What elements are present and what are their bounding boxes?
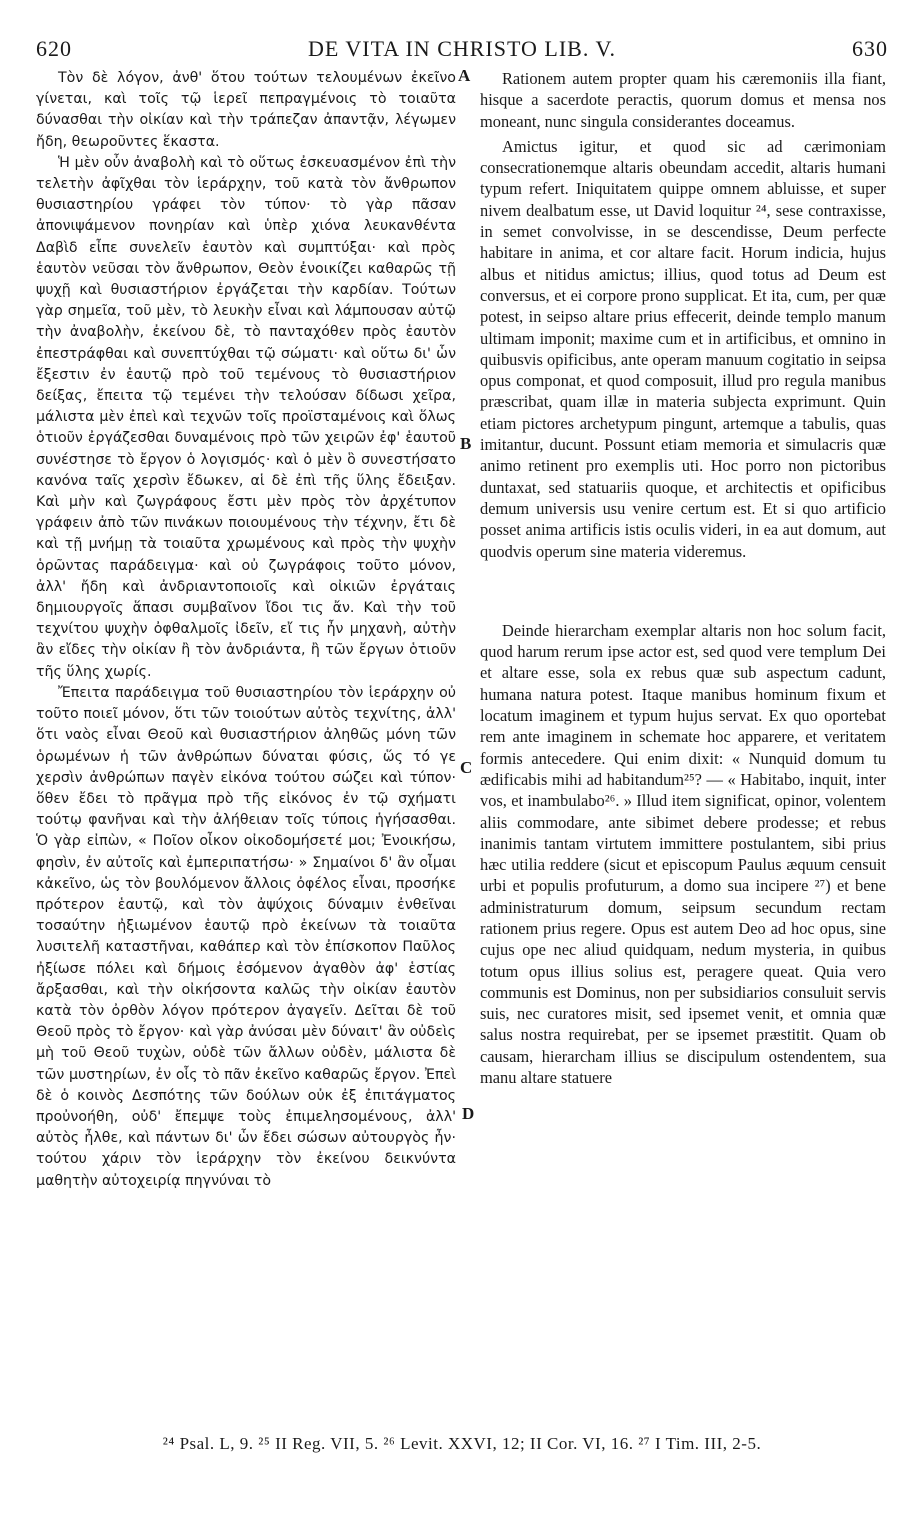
greek-paragraph-3: Ἔπειτα παράδειγμα τοῦ θυσιαστηρίου τὸν ἱεράρχην οὐ τοῦτο ποιεῖ μόνον, ὅτι τῶν τοιούτων αὐτὸς τεχνίτης, ἀλλ' ὅτι ναὸς εἶναι Θεοῦ καὶ θυσιαστήριον ἀληθῶς μόνη τῶν ὁρωμένων ἡ τῶν ἀνθρώπων δύναται φύσις, ὥς τό γε χερσὶν ἀνθρώπων παγὲν εἰκόνα τούτου σώζει καὶ τύπον· ὅθεν ἔδει τὸ πρᾶγμα πρὸ τῆς εἰκόνος ἐν τῷ σχήματι τούτῳ φανῆναι καὶ τὴν ἀλήθειαν τοῖς τύποις ἡγήσασθαι. Ὁ γὰρ εἰπὼν, « Ποῖον οἶκον οἰκοδομήσετέ μοι; Ἐνοικήσω, φησὶν, ἐν αὐτοῖς καὶ ἐμπεριπατήσω· » Σημαίνοι δ' ἂν οἶμαι κἀκεῖνο, ὡς τὸν βουλόμενον ἄλλοις ὀφέλος εἶναι, προσήκε πρότερον ἑαυτῷ, καὶ τὸν ἀψύχοις δύναμιν ἐνθεῖναι τοσαύτην ἠξιωμένον ἑαυτῷ πρὸ ἐκείνων τὰ τοιαῦτα λυσιτελῆ καταστῆναι, καθάπερ καὶ τὸν ἐπίσκοπον Παῦλος ἠξίωσε πόλει καὶ δήμοις ἐσόμενον ἀγαθὸν ἀφ' ἑστίας ἄρξασθαι, καὶ τὴν οἰκήσοντα καλῶς τὴν οἰκίαν ἑαυτὸν κατὰ τὸν ὀρθὸν λόγον πρότερον ἀγαγεῖν. Δεῖται δὲ τοῦ Θεοῦ πρὸς τὸ ἔργον· καὶ γὰρ ἀνύσαι μὲν δύναιτ' ἂν οὐδεὶς μὴ τοῦ Θεοῦ τυχὼν, οὐδὲ τῶν ἄλλων οὐδὲν, μάλιστα δὲ τῶν μυστηρίων, ἐν οἷς τὸ πᾶν ἐκεῖνο καθαρῶς ἔργον. Ἐπεὶ δὲ ὁ κοινὸς Δεσπότης τῶν δούλων οὐκ ἐξ ἐπιτάγματος προὐνοήθη, οὐδ' ἔπεμψε τοὺς ἐπιμελησομένους, ἀλλ' αὐτὸς ἦλθε, καὶ πάντων δι' ὧν ἔδει σώσων αὐτουργὸς ἦν· τούτου χάριν τὸν ἱεράρχην τὸν ἐκείνου δεικνύντα μαθητὴν αὐτοχειρίᾳ πηγνύναι τὸ	[36, 684, 456, 1189]
margin-marker-b: B	[460, 434, 472, 453]
greek-paragraph-1: Τὸν δὲ λόγον, ἀνθ' ὅτου τούτων τελουμένων ἐκεῖνο γίνεται, καὶ τοῖς τῷ ἱερεῖ πεπραγμένοις τὸ τοιαῦτα δύνασθαι τὴν οἰκίαν καὶ τὴν τράπεζαν ἀπαντᾷν, λέγωμεν ἤδη, θεωροῦντες ἕκαστα.	[36, 70, 456, 150]
running-header	[36, 36, 888, 70]
page-number-left: 620	[36, 36, 72, 61]
latin-paragraph-1: Rationem autem propter quam his cæremoniis illa fiant, hisque a sacerdote peractis, quorum domus et mensa nos moneant, nunc singula considerantes doceamus.	[480, 69, 886, 131]
margin-marker-d: D	[462, 1104, 475, 1123]
margin-marker-c: C	[460, 758, 473, 777]
greek-paragraph-2: Ἡ μὲν οὖν ἀναβολὴ καὶ τὸ οὕτως ἐσκευασμένον ἐπὶ τὴν τελετὴν ἀφῖχθαι τὸν ἱεράρχην, τοῦ κατὰ τὸν ἄνθρωπον θυσιαστηρίου γράφει τὸν τύπον· τὸ γὰρ πᾶσαν ἀπονιψάμενον πονηρίαν καὶ ὑπὲρ χιόνα λευκανθέντα Δαβὶδ εἶπε συνελεῖν ἑαυτὸν καὶ συμπτύξαι· καὶ πρὸς ἑαυτὸν νεῦσαι τὸν ἄνθρωπον, Θεὸν ἐνοικίζει καθαρῶς τῇ ψυχῇ καὶ θυσιαστήριον ἐργάζεται τὴν καρδίαν. Τούτων γὰρ σημεῖα, τοῦ μὲν, τὸ λευκὴν εἶναι καὶ λάμπουσαν αὐτῷ τὴν ἀναβολὴν, ἐκείνου δὲ, τὸ πανταχόθεν πρὸς ἑαυτὸν ἐπεστράφθαι καὶ συνεπτύχθαι τῷ σώματι· καὶ οὕτω δι' ὧν ἔξεστιν ἐν ἑαυτῷ πρὸ τοῦ τεμένους τὸ θυσιαστήριον δείξας, ἔπειτα τῷ τεμένει τὴν τελούσαν δίδωσι χεῖρα, μάλιστα μὲν ἐπεὶ καὶ τεχνῶν τοῖς προϊσταμένοις καὶ ὅλως ὁτιοῦν ἐργάζεσθαι δυναμένοις πρὸ τῶν χειρῶν ἐφ' ἑαυτοῦ συνέστησε τὸ ἔργον ὁ λογισμός· καὶ ὁ μὲν ὃ συνεστήσατο κανόνα ταῖς χερσὶν ἔδωκεν, αἱ δὲ ἐπὶ τῆς ὕλης ἔδειξαν. Καὶ μὴν καὶ ζωγράφους ἔστι μὲν πρὸς τὸν ἀρχέτυπον γράφειν ἀπὸ τῶν πινάκων ποιουμένους τὴν τέχνην, ἔτι δὲ καὶ τῇ μνήμῃ τὰ τοιαῦτα χρωμένους καὶ πρὸς τὴν ψυχὴν ὁρῶντας παράδειγμα· καὶ οὐ ζωγράφοις τοῦτο μόνον, ἀλλ' ἤδη καὶ ἀνδριαντοποιοῖς καὶ οἰκιῶν ἐργάταις δημιουργοῖς ἅπασι συμβαῖνον ἴδοι τις ἄν. Καὶ τὴν τοῦ τεχνίτου ψυχὴν ὀφθαλμοῖς ἰδεῖν, εἴ τις ἦν μηχανὴ, αὐτὴν ἂν εἴδες τὴν οἰκίαν ἢ τὸν ἀνδριάντα, ἢ τῶν ἔργων ὁτιοῦν τῆς ὕλης χωρίς.	[36, 154, 456, 680]
latin-paragraph-2: Amictus igitur, et quod sic ad cærimoniam consecrationemque altaris obeundam accedit, altaris humani typum refert. Iniquitatem quippe omnem abluisse, et super nivem dealbatum esse, ut David loquitur ²⁴, sese contraxisse, in semet convolvisse, in se descendisse, Deum perfecte habitare in anima, et cor altare facit. Horum indicia, hujus albus et nitidus amictus; illius, quod totus ad Deum est conversus, et ei corpore prono supplicat. Et ita, cum, per quæ potest, in seipso altare prius effecerit, deinde templo manum ultimam imponit; maxime cum et in artificibus, et omnino in quibusvis opificibus, ante operam manuum cogitatio in seipsa opus componat, et quod composuit, illud pro regula manibus præscribat, quam illæ in materia subjecta exprimunt. Quin etiam pictores archetypum pingunt, artemque a tabulis, quas imitantur, ducunt. Possunt etiam memoria et simulacris quæ animo retinent pro exemplis uti. Hoc porro non pictoribus duntaxat, sed statuariis quoque, et architectis et opificibus demum universis usu venire certum est. Et si quo artificio posset anima artificis istis oculis videri, in ea aut domum, aut quodvis operum sine materia videremus.	[480, 136, 886, 561]
page-number-right: 630	[852, 36, 888, 61]
running-title: DE VITA IN CHRISTO LIB. V.	[307, 36, 617, 61]
margin-marker-a: A	[458, 66, 471, 85]
footnotes: ²⁴ Psal. L, 9. ²⁵ II Reg. VII, 5. ²⁶ Levit. XXVI, 12; II Cor. VI, 16. ²⁷ I Tim. III, 2-5.	[162, 1434, 762, 1453]
latin-column	[480, 68, 886, 1088]
greek-column	[36, 68, 456, 1192]
latin-paragraph-3: Deinde hierarcham exemplar altaris non hoc solum facit, quod harum rerum ipse actor est, sed quod vere templum Dei et altare esse, sola ex rebus quæ sub aspectum cadunt, humana natura potest. Itaque manibus hominum fixum et locatum imaginem et typum hujus servat. Ex quo oportebat rem ante imaginem in schemate hoc apparere, et veritatem formis antecedere. Qui enim dixit: « Nunquid domum tu ædificabis mihi ad habitandum²⁵? — « Habitabo, inquit, inter vos, et inambulabo²⁶. » Illud item significat, opinor, volentem aliis commodare, ante sibimet debere prodesse; et rebus inanimis tantam virtutem immittere postulantem, sibi prius hæc utilia reddere (sicut et episcopum Paulus æquum censuit urbi et populis profuturum, a domo sua incipere ²⁷) et bene administraturum domum, seipsum secundum rectam rationem prius regere. Opus est autem Deo ad hoc opus, sine cujus ope nec aliud quidquam, nedum mysteria, in quibus totum opus illius solius est, peragere queat. Quia vero communis est Dominus, non per subsidiarios consuluit servis suis, nec curatores misit, sed ipsemet venit, et omnia quæ salus nostra requirebat, per se ipsemet præstitit. Quam ob causam, hierarcham illius se discipulum ostendentem, sua manu altare statuere	[480, 620, 886, 1088]
